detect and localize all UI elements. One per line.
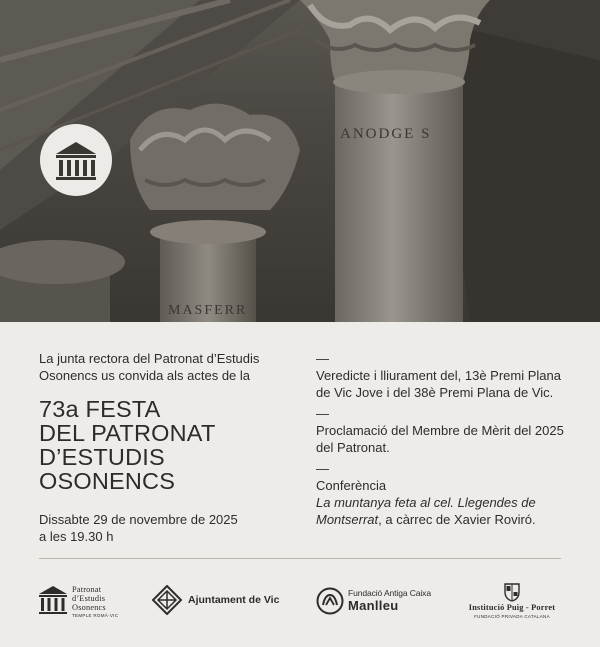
column-inscription-1: ANODGE S xyxy=(340,126,432,142)
patronat-name-3: Osonencs xyxy=(72,603,106,612)
title-line-2: DEL PATRONAT xyxy=(39,420,216,446)
program-item-3-line-2 xyxy=(316,511,566,528)
fundacio-name-big: Manlleu xyxy=(348,598,399,613)
program-item-3-heading: Conferència xyxy=(316,478,387,493)
program-item-2-line-2: del Patronat. xyxy=(316,440,390,455)
patronat-name-1: Patronat xyxy=(72,585,102,594)
date-line-1: Dissabte 29 de novembre de 2025 xyxy=(39,512,238,527)
conference-title-end: Montserrat xyxy=(316,512,379,527)
program-item-1-line-2: de Vic Jove i del 38è Premi Plana de Vic. xyxy=(316,385,554,400)
item-dash: — xyxy=(316,461,329,476)
conference-speaker: , a càrrec de Xavier Roviró. xyxy=(378,512,536,527)
temple-logo-badge xyxy=(40,124,112,196)
patronat-name-2: d’Estudis xyxy=(72,594,106,603)
footer-divider xyxy=(39,558,561,559)
program-item-1-line-1: Veredicte i lliurament del, 13è Premi Plana xyxy=(316,368,561,383)
column-inscription-2: MASFERR xyxy=(168,303,248,318)
invitation-intro xyxy=(39,350,279,384)
date-line-2: a les 19.30 h xyxy=(39,529,114,544)
item-dash: — xyxy=(316,406,329,421)
temple-icon xyxy=(38,585,68,617)
institucio-name: Institució Puig - Porret xyxy=(468,603,556,612)
title-line-4: OSONENCS xyxy=(39,468,176,494)
sponsor-patronat xyxy=(38,582,148,622)
program-item-2-line-1: Proclamació del Membre de Mèrit del 2025 xyxy=(316,423,564,438)
fundacio-icon xyxy=(316,587,344,615)
intro-line-1: La junta rectora del Patronat d’Estudis xyxy=(39,351,260,366)
program-item-verdict xyxy=(316,350,566,401)
institucio-crest-icon xyxy=(503,582,521,602)
program-item-conference xyxy=(316,460,566,528)
patronat-subtitle: TEMPLE ROMÀ·VIC xyxy=(72,613,119,618)
patronat-name xyxy=(72,585,106,612)
temple-icon xyxy=(40,124,112,196)
sponsor-institucio-puig-porret xyxy=(460,582,564,622)
title-line-3: D’ESTUDIS xyxy=(39,444,165,470)
fundacio-name-small: Fundació Antiga Caixa xyxy=(348,588,431,598)
item-dash: — xyxy=(316,351,329,366)
event-title xyxy=(39,397,289,493)
event-date xyxy=(39,511,279,545)
vic-shield-icon xyxy=(152,585,182,615)
intro-line-2: Osonencs us convida als actes de la xyxy=(39,368,251,383)
hero-photo xyxy=(0,0,600,322)
program-item-3-italic-1: La muntanya feta al cel. Llegendes de xyxy=(316,495,536,510)
event-program xyxy=(316,350,566,528)
sponsor-fundacio-manlleu xyxy=(316,582,436,622)
sponsor-ajuntament-vic xyxy=(152,582,280,622)
institucio-subtitle: FUNDACIÓ PRIVADA CATALANA xyxy=(474,614,550,619)
program-item-merit xyxy=(316,405,566,456)
ajuntament-name: Ajuntament de Vic xyxy=(188,594,280,606)
title-line-1: 73a FESTA xyxy=(39,396,161,422)
